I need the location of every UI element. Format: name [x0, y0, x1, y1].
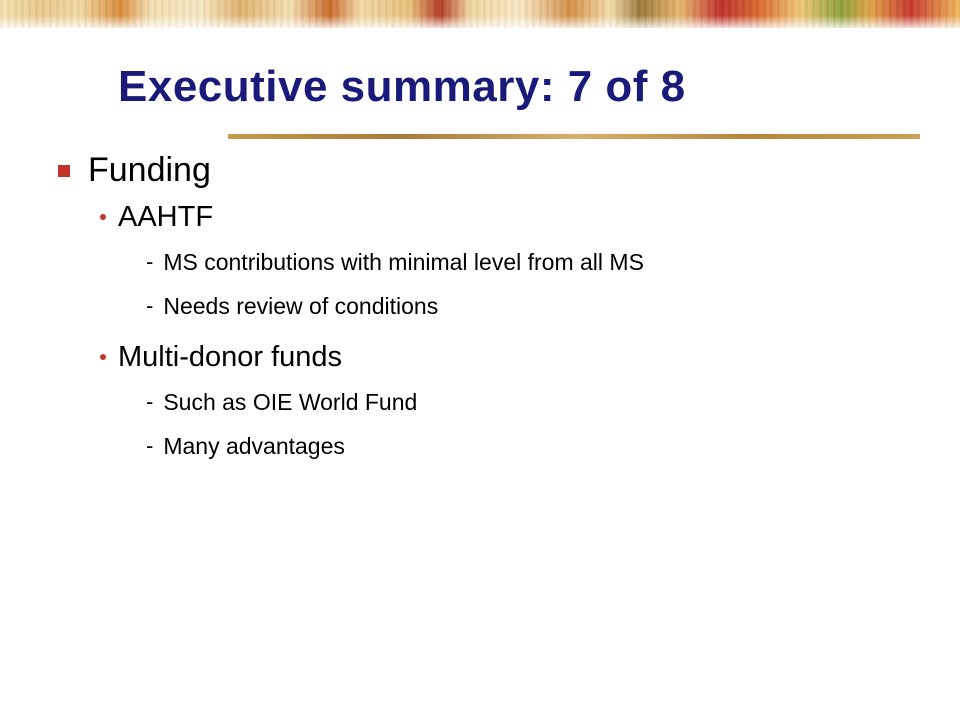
bullet-list: [56, 146, 916, 468]
bullet-text: Multi-donor funds: [118, 340, 343, 373]
bullet-text: AAHTF: [118, 200, 214, 233]
dash-bullet-icon: -: [146, 249, 154, 274]
round-bullet-icon: [100, 354, 106, 360]
bullet-level3-item: [56, 424, 916, 468]
title-underline: [228, 134, 920, 139]
bullet-text: MS contributions with minimal level from all MS: [163, 248, 644, 275]
bullet-level3-item: [56, 380, 916, 424]
bullet-text: Funding: [88, 150, 211, 189]
bullet-text: Needs review of conditions: [163, 292, 439, 319]
bullet-level2-item: [56, 334, 916, 380]
bullet-text: Many advantages: [163, 432, 345, 459]
slide-title: Executive summary: 7 of 8: [118, 62, 686, 111]
square-bullet-icon: [58, 165, 70, 177]
round-bullet-icon: [100, 214, 106, 220]
bullet-text: Such as OIE World Fund: [163, 388, 418, 415]
bullet-level3-item: [56, 284, 916, 328]
bullet-level1-item: [56, 146, 916, 194]
dash-bullet-icon: -: [146, 433, 154, 458]
bullet-level2-item: [56, 194, 916, 240]
dash-bullet-icon: -: [146, 293, 154, 318]
decorative-banner: [0, 0, 960, 28]
bullet-level3-item: [56, 240, 916, 284]
dash-bullet-icon: -: [146, 389, 154, 414]
